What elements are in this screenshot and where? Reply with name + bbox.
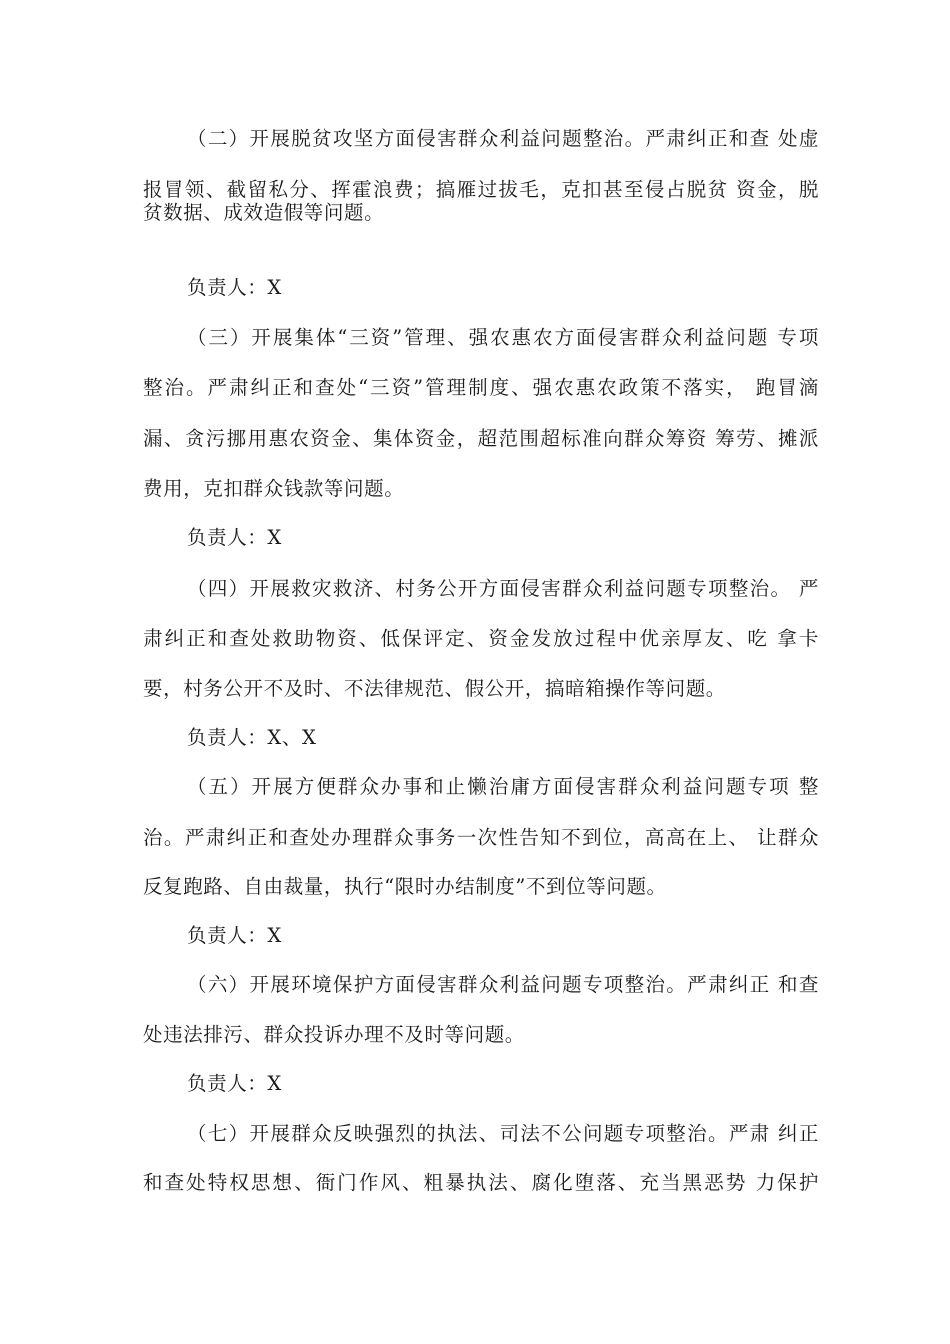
responsible-person: 负责人：X [187, 276, 282, 299]
paragraph-line: 肃纠正和查处救助物资、低保评定、资金发放过程中优亲厚友、吃 拿卡 [143, 627, 819, 650]
responsible-person: 负责人：X、X [187, 726, 317, 749]
paragraph-line: 贫数据、成效造假等问题。 [143, 201, 385, 224]
paragraph-line: 和查处特权思想、衙门作风、粗暴执法、腐化堕落、充当黑恶势 力保护 [143, 1171, 819, 1194]
paragraph-line: 漏、贪污挪用惠农资金、集体资金，超范围超标准向群众筹资 筹劳、摊派 [143, 427, 819, 450]
paragraph-line: 处违法排污、群众投诉办理不及时等问题。 [143, 1023, 525, 1046]
paragraph-line: （五）开展方便群众办事和止懒治庸方面侵害群众利益问题专项 整 [187, 775, 819, 798]
paragraph-line: 费用，克扣群众钱款等问题。 [143, 477, 405, 500]
responsible-person: 负责人：X [187, 1072, 282, 1095]
paragraph-line: 要，村务公开不及时、不法律规范、假公开，搞暗箱操作等问题。 [143, 677, 726, 700]
responsible-person: 负责人：X [187, 526, 282, 549]
paragraph-line: 报冒领、截留私分、挥霍浪费；搞雁过拔毛，克扣甚至侵占脱贫 资金，脱 [143, 178, 819, 201]
paragraph-line: （七）开展群众反映强烈的执法、司法不公问题专项整治。严肃 纠正 [187, 1122, 819, 1145]
paragraph-line: （三）开展集体“三资”管理、强农惠农方面侵害群众利益问题 专项 [187, 326, 819, 349]
paragraph-line: （二）开展脱贫攻坚方面侵害群众利益问题整治。严肃纠正和查 处虚 [187, 127, 819, 150]
paragraph-line: 治。严肃纠正和查处办理群众事务一次性告知不到位，高高在上、 让群众 [143, 826, 819, 849]
paragraph-line: 反复跑路、自由裁量，执行“限时办结制度”不到位等问题。 [143, 875, 667, 898]
paragraph-line: （六）开展环境保护方面侵害群众利益问题专项整治。严肃纠正 和查 [187, 973, 819, 996]
paragraph-line: （四）开展救灾救济、村务公开方面侵害群众利益问题专项整治。 严 [187, 577, 819, 600]
responsible-person: 负责人：X [187, 924, 282, 947]
paragraph-line: 整治。严肃纠正和查处“三资”管理制度、强农惠农政策不落实， 跑冒滴 [143, 376, 819, 399]
